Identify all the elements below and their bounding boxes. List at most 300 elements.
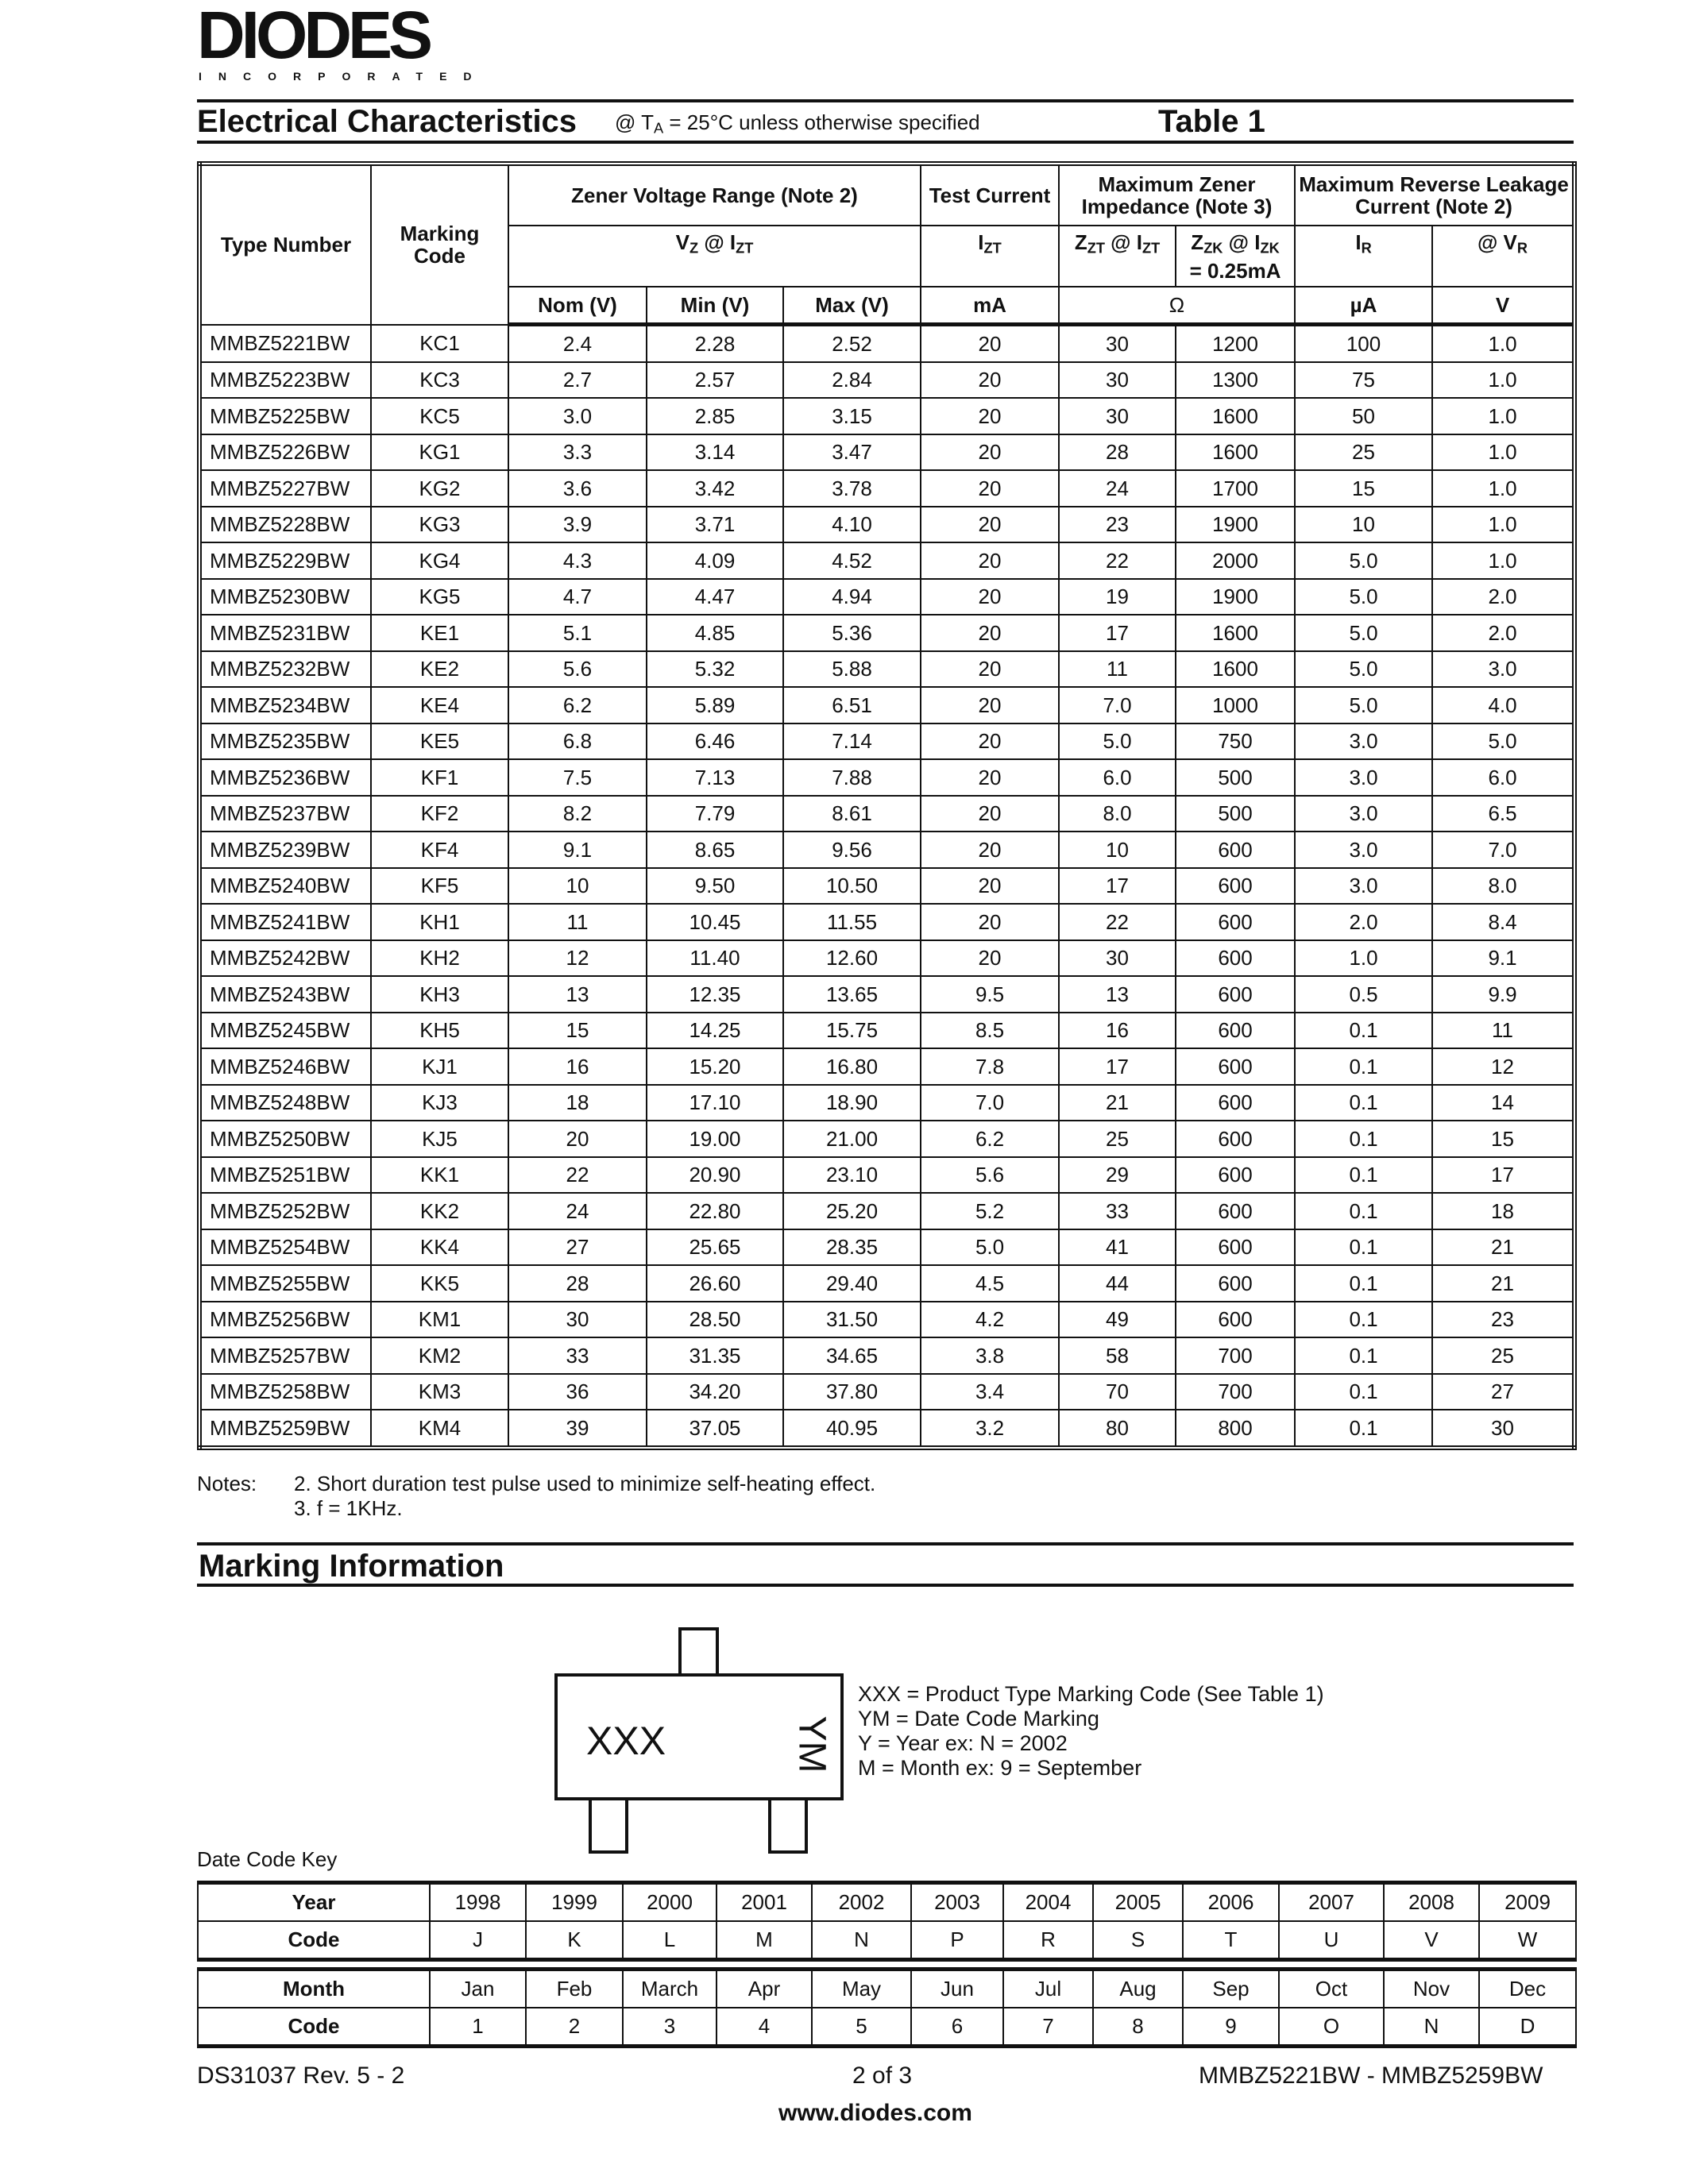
header-max-zener-impedance: Maximum Zener Impedance (Note 3)	[1059, 164, 1295, 226]
table-row	[199, 398, 1574, 434]
cell-izt: 3.4	[921, 1374, 1059, 1410]
year-cell: 2004	[1003, 1883, 1093, 1922]
table-row	[199, 1337, 1574, 1374]
vr-sub: R	[1516, 240, 1528, 257]
divider	[197, 1584, 1574, 1587]
cell-vz-min: 12.35	[647, 976, 783, 1013]
cell-zzt: 30	[1059, 940, 1176, 977]
cell-zzt: 30	[1059, 325, 1176, 362]
month-cell: 1	[430, 2008, 526, 2047]
unit-max: Max (V)	[783, 287, 921, 325]
cell-zzk: 1900	[1176, 579, 1295, 615]
condition-sub: A	[654, 120, 664, 137]
cell-ir: 0.1	[1295, 1229, 1432, 1266]
izt-sub: ZT	[983, 240, 1002, 257]
cell-zzt: 22	[1059, 542, 1176, 579]
vr-symbol: @ V	[1477, 230, 1517, 254]
cell-ir: 0.1	[1295, 1013, 1432, 1049]
table-row	[199, 507, 1574, 543]
package-pin-bottom-left	[589, 1796, 628, 1854]
table-row	[199, 868, 1574, 905]
cell-ir: 5.0	[1295, 615, 1432, 651]
cell-zzt: 24	[1059, 470, 1176, 507]
legend-line: XXX = Product Type Marking Code (See Table 1)	[858, 1682, 1324, 1706]
cell-ir: 2.0	[1295, 904, 1432, 940]
cell-marking-code: KM2	[371, 1337, 508, 1374]
cell-vr: 1.0	[1432, 398, 1574, 434]
zzk-symbol: Z	[1191, 230, 1204, 254]
section-title-marking: Marking Information	[199, 1549, 504, 1584]
unit-nom: Nom (V)	[508, 287, 647, 325]
cell-vz-nom: 11	[508, 904, 647, 940]
cell-marking-code: KG1	[371, 434, 508, 471]
cell-zzt: 13	[1059, 976, 1176, 1013]
year-cell: T	[1183, 1921, 1279, 1960]
cell-vr: 7.0	[1432, 832, 1574, 868]
header-ir	[1295, 226, 1432, 287]
year-cell: 2002	[812, 1883, 911, 1922]
cell-zzk: 1600	[1176, 434, 1295, 471]
cell-zzk: 600	[1176, 940, 1295, 977]
cell-ir: 0.1	[1295, 1193, 1432, 1229]
cell-vz-nom: 10	[508, 868, 647, 905]
table-row	[199, 579, 1574, 615]
cell-type-number: MMBZ5234BW	[199, 687, 371, 723]
cell-vz-max: 13.65	[783, 976, 921, 1013]
package-pin-bottom-right	[768, 1796, 808, 1854]
divider	[197, 1542, 1574, 1545]
cell-zzt: 70	[1059, 1374, 1176, 1410]
table-row	[199, 687, 1574, 723]
cell-ir: 1.0	[1295, 940, 1432, 977]
cell-vz-min: 6.46	[647, 723, 783, 760]
cell-izt: 4.5	[921, 1265, 1059, 1302]
cell-vz-nom: 13	[508, 976, 647, 1013]
cell-vr: 25	[1432, 1337, 1574, 1374]
cell-vr: 2.0	[1432, 615, 1574, 651]
legend-line: M = Month ex: 9 = September	[858, 1756, 1142, 1780]
zzt-symbol: Z	[1074, 230, 1087, 254]
table-row	[199, 1121, 1574, 1157]
table-row	[199, 1193, 1574, 1229]
cell-vz-min: 2.85	[647, 398, 783, 434]
month-cell: 7	[1003, 2008, 1093, 2047]
logo-tagline: INCORPORATED	[199, 70, 489, 83]
cell-zzt: 80	[1059, 1410, 1176, 1448]
month-cell: Nov	[1384, 1970, 1479, 2008]
cell-marking-code: KC1	[371, 325, 508, 362]
cell-vz-nom: 22	[508, 1157, 647, 1194]
cell-vz-max: 15.75	[783, 1013, 921, 1049]
header-izt	[921, 226, 1059, 287]
cell-type-number: MMBZ5231BW	[199, 615, 371, 651]
cell-zzk: 600	[1176, 904, 1295, 940]
year-cell: 2006	[1183, 1883, 1279, 1922]
cell-zzt: 49	[1059, 1302, 1176, 1338]
cell-vz-nom: 28	[508, 1265, 647, 1302]
cell-zzt: 5.0	[1059, 723, 1176, 760]
year-cell: J	[430, 1921, 526, 1960]
cell-vz-nom: 27	[508, 1229, 647, 1266]
cell-ir: 0.1	[1295, 1410, 1432, 1448]
package-code-text: XXX	[586, 1719, 666, 1763]
month-cell: May	[812, 1970, 911, 2008]
zzt-at-sub: ZT	[1141, 240, 1161, 257]
unit-ua: µA	[1295, 287, 1432, 325]
cell-izt: 8.5	[921, 1013, 1059, 1049]
cell-zzk: 2000	[1176, 542, 1295, 579]
year-cell: 2001	[717, 1883, 812, 1922]
cell-vz-min: 9.50	[647, 868, 783, 905]
cell-ir: 0.1	[1295, 1374, 1432, 1410]
cell-type-number: MMBZ5236BW	[199, 759, 371, 796]
cell-izt: 20	[921, 398, 1059, 434]
cell-zzk: 500	[1176, 796, 1295, 832]
cell-vz-max: 31.50	[783, 1302, 921, 1338]
cell-marking-code: KF2	[371, 796, 508, 832]
cell-vz-nom: 2.4	[508, 325, 647, 362]
cell-ir: 0.1	[1295, 1302, 1432, 1338]
cell-marking-code: KE5	[371, 723, 508, 760]
cell-marking-code: KJ3	[371, 1085, 508, 1121]
cell-vz-nom: 20	[508, 1121, 647, 1157]
year-cell: N	[812, 1921, 911, 1960]
year-cell: 2005	[1093, 1883, 1183, 1922]
table-row	[199, 1302, 1574, 1338]
package-date-text: YM	[790, 1715, 833, 1773]
cell-zzk: 600	[1176, 1085, 1295, 1121]
cell-zzk: 1300	[1176, 362, 1295, 399]
legend-line: YM = Date Code Marking	[858, 1707, 1099, 1731]
cell-vz-nom: 18	[508, 1085, 647, 1121]
cell-izt: 6.2	[921, 1121, 1059, 1157]
cell-zzk: 600	[1176, 976, 1295, 1013]
cell-izt: 20	[921, 796, 1059, 832]
cell-type-number: MMBZ5259BW	[199, 1410, 371, 1448]
cell-vz-max: 4.10	[783, 507, 921, 543]
cell-marking-code: KG5	[371, 579, 508, 615]
cell-vz-max: 8.61	[783, 796, 921, 832]
cell-zzk: 600	[1176, 1157, 1295, 1194]
cell-ir: 75	[1295, 362, 1432, 399]
table-row	[199, 615, 1574, 651]
cell-vz-max: 4.94	[783, 579, 921, 615]
cell-vz-nom: 4.3	[508, 542, 647, 579]
cell-ir: 50	[1295, 398, 1432, 434]
cell-marking-code: KE2	[371, 651, 508, 688]
cell-vz-max: 11.55	[783, 904, 921, 940]
year-code-table	[197, 1881, 1577, 1962]
date-code-key-title: Date Code Key	[197, 1847, 338, 1871]
cell-vz-max: 7.14	[783, 723, 921, 760]
month-row-header: Code	[198, 2008, 430, 2047]
cell-vz-nom: 3.0	[508, 398, 647, 434]
cell-vz-nom: 3.6	[508, 470, 647, 507]
cell-marking-code: KM4	[371, 1410, 508, 1448]
cell-marking-code: KG4	[371, 542, 508, 579]
cell-vr: 9.9	[1432, 976, 1574, 1013]
cell-zzk: 1700	[1176, 470, 1295, 507]
cell-vz-min: 28.50	[647, 1302, 783, 1338]
cell-zzk: 750	[1176, 723, 1295, 760]
month-code-table	[197, 1967, 1577, 2048]
cell-type-number: MMBZ5226BW	[199, 434, 371, 471]
cell-vr: 1.0	[1432, 507, 1574, 543]
cell-zzt: 17	[1059, 1048, 1176, 1085]
table-row	[199, 325, 1574, 362]
cell-vz-nom: 3.9	[508, 507, 647, 543]
table-row	[199, 832, 1574, 868]
cell-ir: 5.0	[1295, 651, 1432, 688]
table-row	[199, 1410, 1574, 1448]
cell-izt: 5.6	[921, 1157, 1059, 1194]
cell-vz-max: 29.40	[783, 1265, 921, 1302]
cell-marking-code: KG3	[371, 507, 508, 543]
package-body	[554, 1673, 844, 1800]
cell-vr: 15	[1432, 1121, 1574, 1157]
condition-prefix: @ T	[615, 110, 655, 134]
month-cell: Apr	[717, 1970, 812, 2008]
cell-vz-max: 6.51	[783, 687, 921, 723]
cell-zzt: 28	[1059, 434, 1176, 471]
zzt-at: @ I	[1104, 230, 1142, 254]
cell-marking-code: KM1	[371, 1302, 508, 1338]
cell-type-number: MMBZ5229BW	[199, 542, 371, 579]
year-cell: W	[1479, 1921, 1576, 1960]
month-cell: Feb	[526, 1970, 623, 2008]
month-table-row	[198, 1970, 1576, 2008]
month-cell: Oct	[1279, 1970, 1384, 2008]
cell-zzt: 33	[1059, 1193, 1176, 1229]
cell-vz-min: 4.09	[647, 542, 783, 579]
cell-vz-max: 7.88	[783, 759, 921, 796]
cell-vz-nom: 5.1	[508, 615, 647, 651]
cell-vz-max: 3.78	[783, 470, 921, 507]
cell-marking-code: KK2	[371, 1193, 508, 1229]
cell-izt: 20	[921, 507, 1059, 543]
cell-vz-max: 37.80	[783, 1374, 921, 1410]
table-label: Table 1	[1158, 104, 1265, 139]
cell-type-number: MMBZ5257BW	[199, 1337, 371, 1374]
month-cell: O	[1279, 2008, 1384, 2047]
cell-zzt: 30	[1059, 398, 1176, 434]
cell-vz-nom: 33	[508, 1337, 647, 1374]
cell-zzt: 25	[1059, 1121, 1176, 1157]
cell-vr: 4.0	[1432, 687, 1574, 723]
cell-vz-min: 37.05	[647, 1410, 783, 1448]
vz-at: @ I	[698, 230, 736, 254]
cell-zzt: 41	[1059, 1229, 1176, 1266]
izt-symbol: I	[978, 230, 984, 254]
cell-vz-min: 3.71	[647, 507, 783, 543]
cell-zzt: 23	[1059, 507, 1176, 543]
footer-website-link[interactable]: www.diodes.com	[778, 2100, 972, 2126]
cell-vr: 12	[1432, 1048, 1574, 1085]
month-cell: Jul	[1003, 1970, 1093, 2008]
unit-v: V	[1432, 287, 1574, 325]
cell-zzk: 1600	[1176, 398, 1295, 434]
month-cell: Aug	[1093, 1970, 1183, 2008]
cell-type-number: MMBZ5243BW	[199, 976, 371, 1013]
table-row	[199, 470, 1574, 507]
cell-vz-max: 25.20	[783, 1193, 921, 1229]
cell-vz-max: 12.60	[783, 940, 921, 977]
cell-vz-min: 10.45	[647, 904, 783, 940]
table-row	[199, 651, 1574, 688]
year-cell: K	[526, 1921, 623, 1960]
cell-ir: 25	[1295, 434, 1432, 471]
cell-marking-code: KK1	[371, 1157, 508, 1194]
ir-symbol: I	[1355, 230, 1362, 254]
cell-vz-max: 5.88	[783, 651, 921, 688]
cell-vz-min: 26.60	[647, 1265, 783, 1302]
cell-zzk: 600	[1176, 1013, 1295, 1049]
cell-marking-code: KH3	[371, 976, 508, 1013]
note-3: 3. f = 1KHz.	[294, 1496, 403, 1520]
cell-izt: 20	[921, 325, 1059, 362]
cell-vr: 1.0	[1432, 325, 1574, 362]
cell-type-number: MMBZ5237BW	[199, 796, 371, 832]
cell-vz-max: 28.35	[783, 1229, 921, 1266]
cell-vz-max: 5.36	[783, 615, 921, 651]
cell-zzt: 8.0	[1059, 796, 1176, 832]
table-row	[199, 434, 1574, 471]
cell-marking-code: KC5	[371, 398, 508, 434]
cell-type-number: MMBZ5232BW	[199, 651, 371, 688]
cell-zzk: 600	[1176, 868, 1295, 905]
month-cell: 8	[1093, 2008, 1183, 2047]
cell-vz-max: 2.84	[783, 362, 921, 399]
month-row-header: Month	[198, 1970, 430, 2008]
year-cell: 1999	[526, 1883, 623, 1922]
cell-type-number: MMBZ5227BW	[199, 470, 371, 507]
cell-izt: 9.5	[921, 976, 1059, 1013]
month-cell: March	[623, 1970, 717, 2008]
zzk-at-sub: ZK	[1260, 240, 1280, 257]
month-table-row	[198, 2008, 1576, 2047]
cell-zzk: 600	[1176, 1229, 1295, 1266]
vz-symbol: V	[675, 230, 689, 254]
cell-vz-nom: 16	[508, 1048, 647, 1085]
cell-vz-min: 5.32	[647, 651, 783, 688]
footer-part-range: MMBZ5221BW - MMBZ5259BW	[1199, 2062, 1543, 2089]
cell-zzt: 58	[1059, 1337, 1176, 1374]
ir-sub: R	[1361, 240, 1372, 257]
cell-ir: 3.0	[1295, 723, 1432, 760]
month-cell: Dec	[1479, 1970, 1576, 2008]
cell-izt: 20	[921, 904, 1059, 940]
cell-vz-min: 14.25	[647, 1013, 783, 1049]
cell-vz-min: 2.28	[647, 325, 783, 362]
cell-vz-nom: 15	[508, 1013, 647, 1049]
cell-vr: 23	[1432, 1302, 1574, 1338]
cell-zzk: 600	[1176, 1265, 1295, 1302]
year-cell: M	[717, 1921, 812, 1960]
section-title-electrical: Electrical Characteristics	[197, 104, 577, 139]
cell-marking-code: KM3	[371, 1374, 508, 1410]
cell-ir: 5.0	[1295, 542, 1432, 579]
cell-vr: 6.0	[1432, 759, 1574, 796]
cell-ir: 3.0	[1295, 832, 1432, 868]
table-row	[199, 759, 1574, 796]
cell-vz-min: 3.14	[647, 434, 783, 471]
cell-zzk: 1600	[1176, 615, 1295, 651]
cell-vz-min: 2.57	[647, 362, 783, 399]
vz-at-sub: ZT	[736, 240, 754, 257]
cell-zzt: 6.0	[1059, 759, 1176, 796]
header-type-number: Type Number	[199, 164, 371, 325]
cell-vz-min: 8.65	[647, 832, 783, 868]
cell-ir: 5.0	[1295, 687, 1432, 723]
cell-type-number: MMBZ5230BW	[199, 579, 371, 615]
divider	[197, 141, 1574, 144]
cell-zzt: 7.0	[1059, 687, 1176, 723]
note-2: 2. Short duration test pulse used to minimize self-heating effect.	[294, 1472, 876, 1495]
cell-vz-nom: 3.3	[508, 434, 647, 471]
year-row-header: Code	[198, 1921, 430, 1960]
cell-type-number: MMBZ5239BW	[199, 832, 371, 868]
cell-vr: 3.0	[1432, 651, 1574, 688]
test-condition	[615, 110, 980, 137]
cell-vz-max: 3.47	[783, 434, 921, 471]
month-cell: Jun	[911, 1970, 1003, 2008]
cell-vr: 17	[1432, 1157, 1574, 1194]
cell-ir: 0.1	[1295, 1337, 1432, 1374]
cell-marking-code: KF5	[371, 868, 508, 905]
cell-izt: 20	[921, 759, 1059, 796]
cell-vz-max: 40.95	[783, 1410, 921, 1448]
cell-vr: 18	[1432, 1193, 1574, 1229]
cell-zzt: 16	[1059, 1013, 1176, 1049]
table-row	[199, 976, 1574, 1013]
cell-vz-min: 5.89	[647, 687, 783, 723]
cell-zzt: 11	[1059, 651, 1176, 688]
cell-izt: 20	[921, 579, 1059, 615]
cell-vr: 1.0	[1432, 470, 1574, 507]
cell-vr: 1.0	[1432, 362, 1574, 399]
cell-vz-max: 18.90	[783, 1085, 921, 1121]
cell-vz-min: 4.85	[647, 615, 783, 651]
cell-vz-nom: 24	[508, 1193, 647, 1229]
electrical-characteristics-table	[197, 161, 1577, 1450]
cell-vz-nom: 6.2	[508, 687, 647, 723]
cell-izt: 20	[921, 868, 1059, 905]
cell-vr: 9.1	[1432, 940, 1574, 977]
cell-izt: 20	[921, 362, 1059, 399]
year-cell: 2009	[1479, 1883, 1576, 1922]
cell-ir: 0.1	[1295, 1048, 1432, 1085]
cell-marking-code: KH1	[371, 904, 508, 940]
cell-izt: 3.8	[921, 1337, 1059, 1374]
cell-ir: 3.0	[1295, 868, 1432, 905]
cell-type-number: MMBZ5235BW	[199, 723, 371, 760]
cell-vz-max: 16.80	[783, 1048, 921, 1085]
notes-label: Notes:	[197, 1472, 257, 1495]
cell-marking-code: KK4	[371, 1229, 508, 1266]
unit-ohm: Ω	[1059, 287, 1295, 325]
cell-type-number: MMBZ5258BW	[199, 1374, 371, 1410]
year-cell: U	[1279, 1921, 1384, 1960]
cell-marking-code: KK5	[371, 1265, 508, 1302]
legend-line: Y = Year ex: N = 2002	[858, 1731, 1068, 1755]
cell-ir: 15	[1295, 470, 1432, 507]
cell-vz-max: 3.15	[783, 398, 921, 434]
table-row	[199, 1013, 1574, 1049]
cell-type-number: MMBZ5256BW	[199, 1302, 371, 1338]
month-cell: 3	[623, 2008, 717, 2047]
cell-zzk: 1000	[1176, 687, 1295, 723]
cell-vz-max: 9.56	[783, 832, 921, 868]
